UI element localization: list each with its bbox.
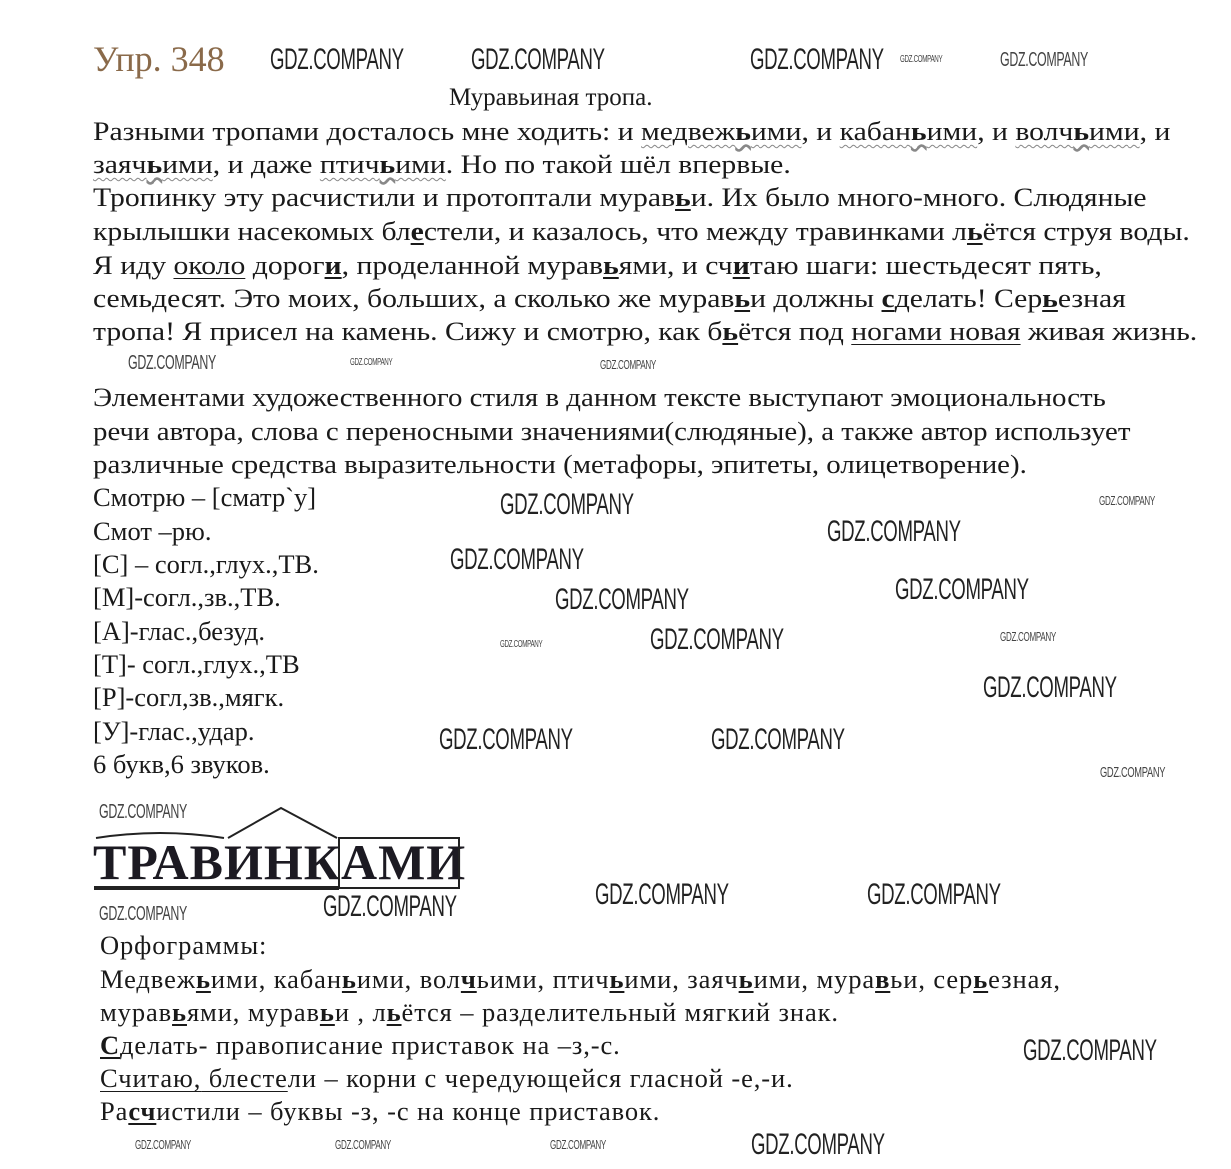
highlighted-letter: ь	[603, 250, 619, 280]
text-segment: езная,	[988, 964, 1061, 994]
highlighted-letter: е	[410, 216, 424, 246]
text-segment: [У]-глас.,удар.	[93, 716, 255, 746]
highlighted-letter: ь	[734, 283, 751, 313]
text-line	[93, 449, 1027, 479]
text-segment: живая жизнь.	[1020, 316, 1198, 346]
text-segment: Орфограммы:	[100, 930, 268, 960]
text-line	[100, 997, 839, 1027]
text-line	[93, 182, 1147, 212]
text-segment: [Р]-согл,зв.,мягк.	[93, 682, 285, 712]
watermark: GDZ.COMPANY	[650, 623, 784, 656]
text-segment: семьдесят. Это моих, больших, а сколько же мурав	[93, 283, 735, 313]
watermark: GDZ.COMPANY	[1000, 629, 1057, 644]
watermark: GDZ.COMPANY	[500, 639, 543, 650]
highlighted-letter: ими	[1089, 116, 1140, 146]
highlighted-letter: ими	[926, 116, 978, 146]
highlighted-letter: ь	[735, 116, 751, 146]
highlighted-letter: медвеж	[641, 116, 736, 146]
text-segment: 6 букв,6 звуков.	[93, 749, 270, 779]
watermark: GDZ.COMPANY	[750, 43, 884, 76]
text-segment: Тропинку эту расчистили и протоптали мурав	[93, 182, 676, 212]
text-segment: Медвеж	[100, 964, 196, 994]
watermark: GDZ.COMPANY	[335, 1137, 392, 1152]
highlighted-letter: ногами новая	[851, 316, 1021, 346]
text-segment: речи автора, слова с переносными значениями(слюдяные), а также автор использует	[93, 416, 1131, 446]
highlighted-letter: ь	[675, 182, 691, 212]
text-line	[93, 116, 1170, 146]
watermark: GDZ.COMPANY	[827, 515, 961, 548]
highlighted-letter: ими	[750, 116, 802, 146]
text-line	[93, 616, 265, 646]
text-segment: , и	[977, 116, 1016, 146]
watermark: GDZ.COMPANY	[895, 573, 1029, 606]
highlighted-letter: заяч	[93, 149, 147, 179]
watermark: GDZ.COMPANY	[1023, 1034, 1157, 1067]
highlighted-letter: ь	[1073, 116, 1090, 146]
text-segment: [М]-согл.,зв.,ТВ.	[93, 582, 281, 612]
text-line	[100, 964, 1061, 994]
text-segment: крылышки насекомых бл	[93, 216, 411, 246]
text-title: Муравьиная тропа.	[449, 84, 653, 111]
text-segment: Ра	[100, 1096, 129, 1126]
text-segment: , проделанной мурав	[341, 250, 604, 280]
highlighted-letter: ь	[341, 964, 357, 994]
word-ending: АМИ	[341, 834, 467, 890]
watermark: GDZ.COMPANY	[471, 43, 605, 76]
text-segment: Смот –рю.	[93, 516, 212, 546]
text-segment: , и	[801, 116, 840, 146]
highlighted-letter: ими	[395, 149, 446, 179]
word-morpheme-analysis	[93, 836, 466, 888]
highlighted-letter: ь	[609, 964, 625, 994]
highlighted-letter: волч	[1015, 116, 1074, 146]
watermark: GDZ.COMPANY	[128, 352, 216, 374]
watermark: GDZ.COMPANY	[550, 1137, 607, 1152]
text-segment: и должны	[750, 283, 882, 313]
text-line	[93, 582, 281, 612]
text-segment: [С] – согл.,глух.,ТВ.	[93, 549, 319, 579]
text-segment: ими, мура	[753, 964, 876, 994]
watermark: GDZ.COMPANY	[711, 723, 845, 756]
highlighted-letter: около	[173, 250, 246, 280]
highlighted-letter: и	[732, 250, 750, 280]
text-line	[93, 749, 270, 779]
text-line	[93, 250, 1102, 280]
text-segment: истили – буквы -з, -с на конце приставок.	[156, 1096, 661, 1126]
text-segment: делать- правописание приставок на –з,-с.	[120, 1030, 621, 1060]
text-segment: мурав	[100, 997, 173, 1027]
text-line	[93, 283, 1126, 313]
watermark: GDZ.COMPANY	[600, 357, 657, 372]
watermark: GDZ.COMPANY	[270, 43, 404, 76]
highlighted-letter: С	[100, 1030, 121, 1060]
text-segment: Элементами художественного стиля в данном тексте выступают эмоциональность	[93, 382, 1106, 412]
word-stem: ТРАВИНК	[93, 834, 341, 890]
text-segment: различные средства выразительности (метафоры, эпитеты, олицетворение).	[93, 449, 1027, 479]
text-line	[93, 316, 1197, 346]
highlighted-letter: ь	[386, 997, 402, 1027]
text-segment: Смотрю – [сматр`у]	[93, 482, 317, 512]
highlighted-letter: птич	[319, 149, 380, 179]
watermark: GDZ.COMPANY	[439, 723, 573, 756]
text-segment: ими, заяч	[624, 964, 739, 994]
text-segment: ими, вол	[356, 964, 461, 994]
watermark: GDZ.COMPANY	[350, 357, 393, 368]
text-segment: ьими, птич	[476, 964, 610, 994]
text-segment: Разными тропами досталось мне ходить: и	[93, 116, 642, 146]
text-line	[93, 649, 300, 679]
text-line	[93, 149, 791, 179]
highlighted-letter: ь	[379, 149, 396, 179]
text-line	[93, 516, 211, 546]
text-segment: ями, мурав	[186, 997, 320, 1027]
highlighted-letter: Считаю,	[100, 1063, 202, 1093]
highlighted-letter: ими	[162, 149, 213, 179]
text-segment: таю шаги: шестьдесят пять,	[749, 250, 1102, 280]
text-line	[93, 482, 316, 512]
exercise-title: Упр. 348	[93, 39, 225, 79]
watermark: GDZ.COMPANY	[500, 488, 634, 521]
highlighted-letter: и	[324, 250, 342, 280]
text-segment: [А]-глас.,безуд.	[93, 616, 265, 646]
text-line	[100, 1063, 794, 1093]
text-segment: делать! Сер	[894, 283, 1043, 313]
watermark: GDZ.COMPANY	[751, 1128, 885, 1161]
watermark: GDZ.COMPANY	[1099, 493, 1156, 508]
text-line	[93, 216, 1190, 246]
text-segment: стели, и казалось, что между травинками л	[423, 216, 967, 246]
text-line	[100, 1030, 621, 1060]
watermark: GDZ.COMPANY	[595, 878, 729, 911]
text-segment: , и даже	[212, 149, 320, 179]
highlighted-letter: кабан	[839, 116, 911, 146]
text-segment: ьи, сер	[890, 964, 974, 994]
text-segment: . Но по такой шёл впервые.	[445, 149, 791, 179]
watermark: GDZ.COMPANY	[450, 543, 584, 576]
watermark: GDZ.COMPANY	[1100, 764, 1166, 781]
text-segment: ли – корни с чередующейся гласной -е,-и.	[287, 1063, 794, 1093]
text-segment: тропа! Я присел на камень. Сижу и смотрю, как б	[93, 316, 723, 346]
text-line	[100, 1096, 660, 1126]
watermark: GDZ.COMPANY	[323, 890, 457, 923]
highlighted-letter: сч	[128, 1096, 157, 1126]
text-segment: ётся – разделительный мягкий знак.	[401, 997, 839, 1027]
watermark: GDZ.COMPANY	[1000, 49, 1088, 71]
text-line	[93, 682, 284, 712]
text-segment: ими, кабан	[210, 964, 342, 994]
watermark: GDZ.COMPANY	[867, 878, 1001, 911]
highlighted-letter: ь	[195, 964, 211, 994]
text-line	[93, 549, 319, 579]
watermark: GDZ.COMPANY	[135, 1137, 192, 1152]
text-segment: Я иду	[93, 250, 174, 280]
text-line	[100, 930, 267, 960]
watermark: GDZ.COMPANY	[983, 671, 1117, 704]
watermark: GDZ.COMPANY	[555, 583, 689, 616]
watermark: GDZ.COMPANY	[99, 903, 187, 925]
highlighted-letter: ч	[460, 964, 477, 994]
highlighted-letter: ь	[1042, 283, 1058, 313]
text-segment: дорог	[245, 250, 325, 280]
highlighted-letter: ь	[966, 216, 983, 246]
text-line	[93, 382, 1106, 412]
text-segment: ётся под	[738, 316, 852, 346]
text-segment: [Т]- согл.,глух.,ТВ	[93, 649, 300, 679]
highlighted-letter: ь	[722, 316, 739, 346]
highlighted-letter: блесте	[201, 1063, 288, 1093]
text-segment: ями, и сч	[618, 250, 733, 280]
highlighted-letter: ь	[910, 116, 927, 146]
highlighted-letter: ь	[319, 997, 335, 1027]
text-segment: и , л	[334, 997, 387, 1027]
text-segment: ётся струя воды.	[982, 216, 1190, 246]
watermark: GDZ.COMPANY	[900, 54, 943, 65]
text-segment: езная	[1057, 283, 1126, 313]
text-line	[93, 716, 254, 746]
text-segment: , и	[1139, 116, 1171, 146]
highlighted-letter: с	[881, 283, 895, 313]
highlighted-letter: в	[875, 964, 891, 994]
watermark: GDZ.COMPANY	[99, 801, 187, 823]
highlighted-letter: ь	[973, 964, 989, 994]
text-segment: и. Их было много-много. Слюдяные	[690, 182, 1147, 212]
text-line	[93, 416, 1130, 446]
highlighted-letter: ь	[172, 997, 187, 1027]
highlighted-letter: ь	[146, 149, 163, 179]
highlighted-letter: ь	[738, 964, 754, 994]
